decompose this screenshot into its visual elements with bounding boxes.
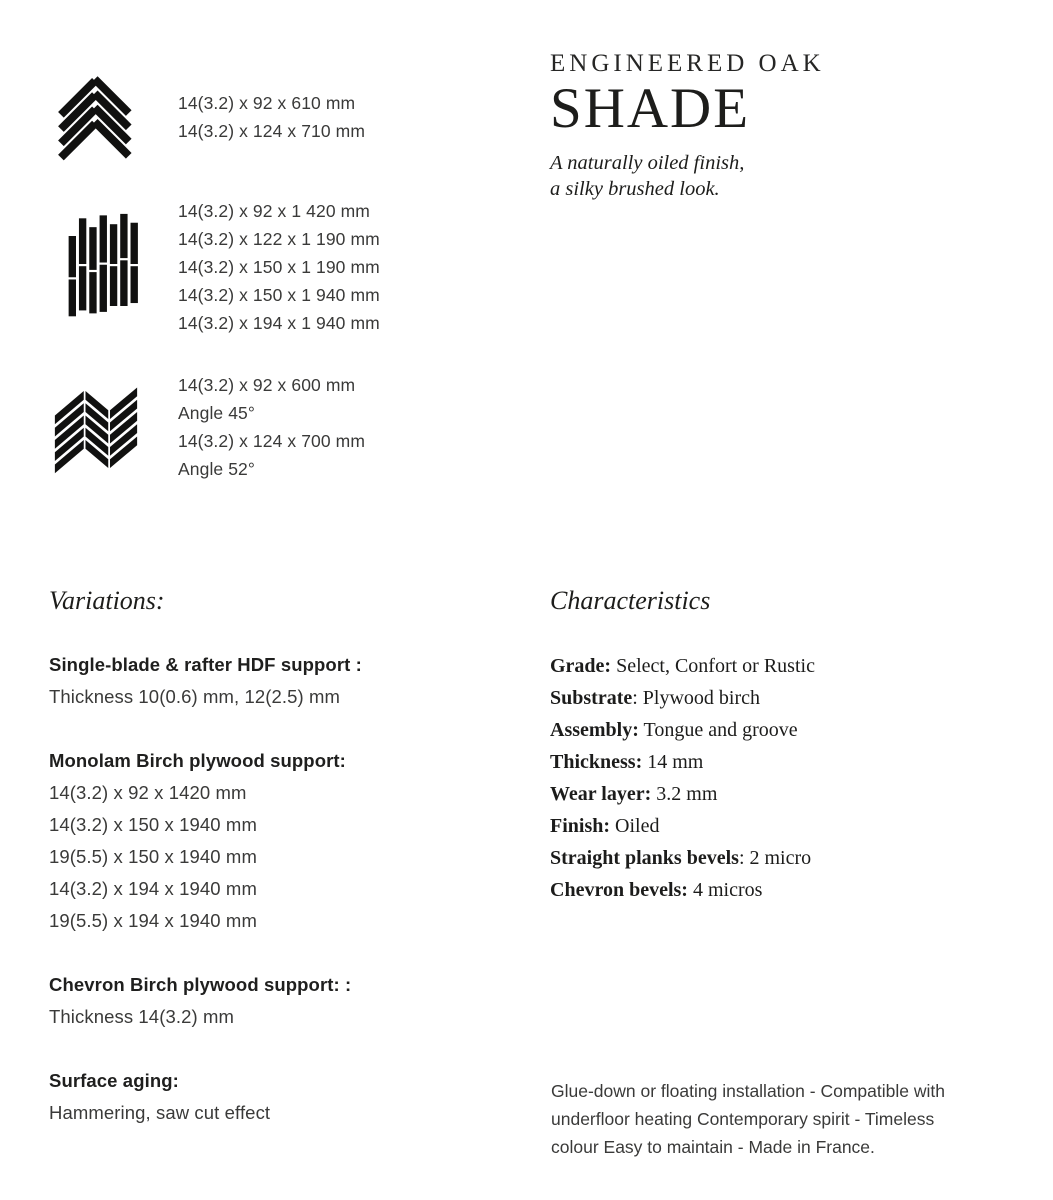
characteristic-label: Wear layer: bbox=[550, 783, 652, 805]
dimension-line: 14(3.2) x 124 x 700 mm bbox=[178, 431, 366, 451]
characteristic-label: Substrate bbox=[550, 687, 633, 709]
characteristic-value: 3.2 mm bbox=[651, 783, 718, 805]
dimension-line: 14(3.2) x 122 x 1 190 mm bbox=[178, 229, 380, 249]
characteristic-label: Straight planks bevels bbox=[550, 847, 739, 869]
characteristic-value: 14 mm bbox=[642, 751, 704, 773]
dimension-line: 14(3.2) x 150 x 1 940 mm bbox=[178, 285, 380, 305]
characteristic-line bbox=[550, 810, 990, 842]
variations-section bbox=[49, 649, 519, 1161]
variations-heading: Variations: bbox=[49, 586, 165, 615]
product-title: SHADE bbox=[550, 77, 751, 140]
herringbone-dimensions-list bbox=[178, 89, 365, 145]
characteristic-line bbox=[550, 650, 990, 682]
characteristic-line bbox=[550, 842, 990, 874]
characteristic-line bbox=[550, 714, 990, 746]
variation-group-title: Monolam Birch plywood support: bbox=[49, 750, 346, 771]
characteristic-label: Grade: bbox=[550, 655, 612, 677]
product-range-kicker: ENGINEERED OAK bbox=[550, 50, 825, 77]
variation-group-title: Chevron Birch plywood support: : bbox=[49, 974, 352, 995]
variation-group-title: Single-blade & rafter HDF support : bbox=[49, 654, 362, 675]
characteristic-value: : 2 micro bbox=[738, 847, 812, 869]
dimension-line: 14(3.2) x 92 x 610 mm bbox=[178, 93, 356, 113]
variation-line: 14(3.2) x 92 x 1420 mm bbox=[49, 782, 247, 803]
dimension-line: 14(3.2) x 194 x 1 940 mm bbox=[178, 313, 380, 333]
variation-line: Thickness 14(3.2) mm bbox=[49, 1006, 234, 1027]
characteristic-label: Chevron bevels: bbox=[550, 879, 688, 901]
variation-line: 14(3.2) x 150 x 1940 mm bbox=[49, 814, 257, 835]
variation-group-hdf bbox=[49, 649, 519, 713]
variation-line: 19(5.5) x 150 x 1940 mm bbox=[49, 846, 257, 867]
dimension-line: Angle 45° bbox=[178, 403, 255, 423]
characteristic-line bbox=[550, 682, 990, 714]
product-tagline bbox=[550, 150, 825, 202]
herringbone-pattern-icon bbox=[53, 75, 142, 167]
variation-line: 14(3.2) x 194 x 1940 mm bbox=[49, 878, 257, 899]
characteristics-section bbox=[550, 650, 990, 906]
footer-note: Glue-down or floating installation - Compatible with underfloor heating Contemporary spirit - Timeless colour Easy to maintain - Made in France. bbox=[551, 1081, 945, 1157]
dimension-line: Angle 52° bbox=[178, 459, 255, 479]
chevron-pattern-icon bbox=[51, 384, 141, 475]
dimension-line: 14(3.2) x 92 x 1 420 mm bbox=[178, 201, 370, 221]
dimension-line: 14(3.2) x 150 x 1 190 mm bbox=[178, 257, 380, 277]
characteristic-label: Finish: bbox=[550, 815, 611, 837]
characteristic-line bbox=[550, 746, 990, 778]
characteristic-value: Oiled bbox=[610, 815, 660, 837]
characteristic-value: Tongue and groove bbox=[638, 719, 798, 741]
variation-line: 19(5.5) x 194 x 1940 mm bbox=[49, 910, 257, 931]
variation-line: Hammering, saw cut effect bbox=[49, 1102, 271, 1123]
characteristic-value: : Plywood birch bbox=[632, 687, 761, 709]
characteristics-heading: Characteristics bbox=[550, 586, 711, 615]
dimension-line: 14(3.2) x 124 x 710 mm bbox=[178, 121, 366, 141]
variation-line: Thickness 10(0.6) mm, 12(2.5) mm bbox=[49, 686, 341, 707]
characteristic-value: Select, Confort or Rustic bbox=[611, 655, 815, 677]
title-block bbox=[550, 50, 825, 202]
characteristic-line bbox=[550, 874, 990, 906]
straight-planks-pattern-icon bbox=[67, 208, 141, 320]
variation-group-surface-aging bbox=[49, 1065, 519, 1129]
variation-group-monolam bbox=[49, 745, 519, 937]
characteristic-line bbox=[550, 778, 990, 810]
characteristic-label: Assembly: bbox=[550, 719, 639, 741]
variation-group-title: Surface aging: bbox=[49, 1070, 179, 1091]
variation-group-chevron bbox=[49, 969, 519, 1033]
characteristic-label: Thickness: bbox=[550, 751, 643, 773]
tagline-line: A naturally oiled finish, bbox=[550, 152, 745, 174]
straight-planks-dimensions-list bbox=[178, 197, 380, 337]
characteristic-value: 4 micros bbox=[687, 879, 763, 901]
tagline-line: a silky brushed look. bbox=[550, 178, 720, 200]
chevron-dimensions-list bbox=[178, 371, 365, 483]
dimension-line: 14(3.2) x 92 x 600 mm bbox=[178, 375, 356, 395]
